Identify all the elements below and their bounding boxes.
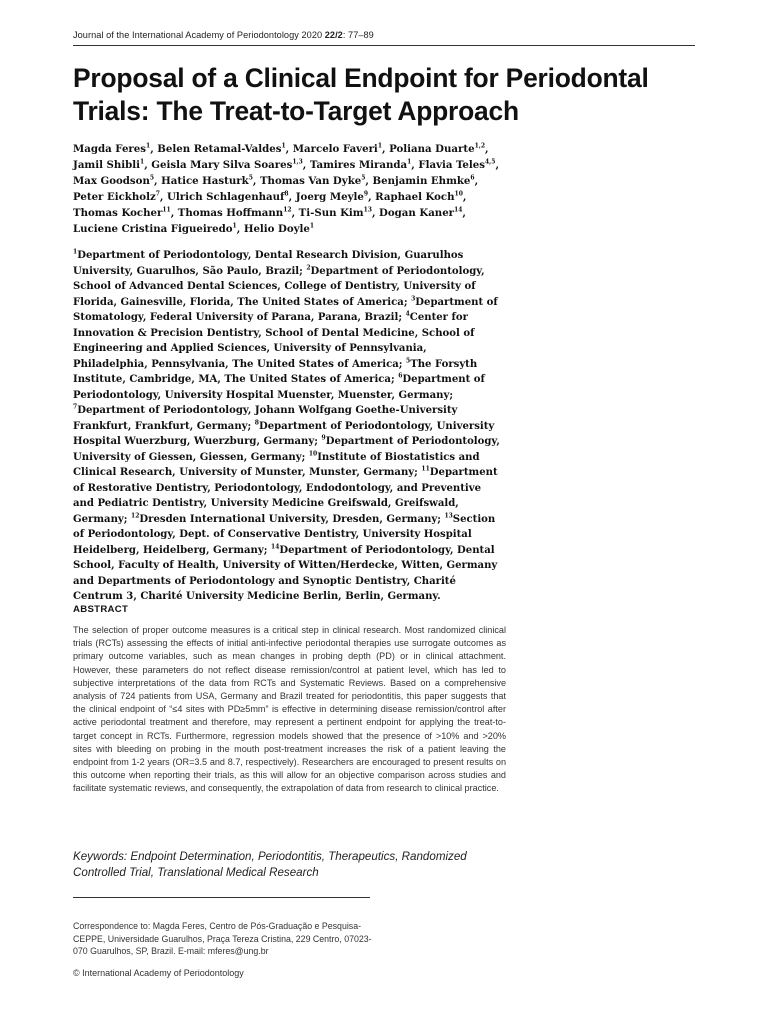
affiliation-text: Department of Restorative Dentistry, Periodontology, Endodontology, and Preventive and Pediatric Dentistry, University Medicine Greifswald, Greifswald, Germany; (73, 467, 498, 525)
author-list: Magda Feres$^1$, Belen Retamal-Valdes$^1$, Marcelo Faveri$^1$, Poliana Duarte$^{1,2}$, Jamil Shibli$^1$, Geisla Mary Silva Soares$^{1,3}$, Tamires Miranda$^1$, Flavia Teles$^{4,5}$, Max Goodson$^5$, Hatice Hasturk$^5$, Thomas Van Dyke$^5$, Benjamin Ehmke$^6$, Peter Eickholz$^7$, Ulrich Schlagenhauf$^8$, Joerg Meyle$^9$, Raphael Koch$^{10}$, Thomas Kocher$^{11}$, Thomas Hoffmann$^{12}$, Ti-Sun Kim$^{13}$, Dogan Kaner$^{14}$, Luciene Cristina Figueiredo$^1$, Helio Doyle$^1$ (73, 142, 499, 235)
author-name: Thomas Kocher (73, 207, 163, 219)
journal-name: Journal of the International Academy of Periodontology 2020 (73, 30, 325, 40)
affiliation-number: 6 (398, 372, 403, 380)
affiliation-text: Department of Periodontology, Dental School, Faculty of Health, University of Witten/Herdecke, Witten, Germany and Departments of Periodontology and Synoptic Dentistry, Charité Centrum 3, Charité University Medicine Berlin, Berlin, Germany. (73, 544, 498, 602)
author-affiliation-marker: 9 (363, 190, 369, 198)
author-name: Jamil Shibli (73, 159, 140, 171)
journal-volume: 22/2 (324, 30, 343, 40)
author-name: Marcelo Faveri (292, 143, 378, 155)
author-name: Magda Feres (73, 143, 147, 155)
affiliation-number: 8 (254, 419, 259, 427)
author-affiliation-marker: 1 (281, 142, 286, 150)
author-affiliation-marker: 1 (232, 222, 237, 230)
author-name: Max Goodson (73, 175, 150, 187)
affiliation-number: 1 (73, 248, 78, 256)
abstract-heading: ABSTRACT (73, 604, 129, 615)
affiliation-text: Department of Periodontology, University Hospital Muenster, Muenster, Germany; (73, 374, 485, 401)
author-name: Poliana Duarte (389, 143, 475, 155)
author-name: Luciene Cristina Figueiredo (73, 223, 233, 235)
author-affiliation-marker: 8 (284, 190, 289, 198)
affiliation-list (73, 248, 503, 605)
affiliation-number: 3 (411, 295, 416, 303)
affiliation-text: Department of Periodontology, Dental Research Division, Guarulhos University, Guarulhos, São Paulo, Brazil; (73, 250, 464, 277)
footnote-rule (73, 897, 370, 898)
header-rule (73, 45, 695, 46)
author-affiliation-marker: 12 (283, 206, 292, 214)
author-affiliation-marker: 13 (363, 206, 372, 214)
affiliation-number: 5 (406, 357, 411, 365)
author-affiliation-marker: 1 (309, 222, 315, 230)
author-name: Thomas Van Dyke (259, 175, 362, 187)
author-affiliation-marker: 1 (407, 158, 412, 166)
author-affiliation-marker: 1,3 (292, 158, 303, 166)
affiliation-number: 12 (131, 512, 140, 520)
author-affiliation-marker: 5 (248, 174, 253, 182)
author-name: Tamires Miranda (309, 159, 408, 171)
author-name: Raphael Koch (375, 191, 455, 203)
correspondence-note: Correspondence to: Magda Feres, Centro de Pós-Graduação e Pesquisa-CEPPE, Universidade Guarulhos, Praça Tereza Cristina, 229 Centro, 07023-070 Guarulhos, SP, Brazil. E-mail: mferes@ung.br (73, 921, 372, 956)
affiliation-number: 10 (308, 450, 318, 458)
affiliation-number: 7 (73, 403, 78, 411)
affiliation-number: 14 (271, 543, 280, 551)
affiliation-text: Institute of Biostatistics and Clinical Research, University of Munster, Munster, Germany; (73, 451, 480, 478)
article-title: Proposal of a Clinical Endpoint for Periodontal Trials: The Treat-to-Target Approach (73, 63, 649, 126)
author-affiliation-marker: 1 (377, 142, 382, 150)
affiliation-number: 13 (444, 512, 453, 520)
author-name: Dogan Kaner (379, 207, 455, 219)
author-affiliation-marker: 11 (162, 206, 171, 214)
author-name: Ulrich Schlagenhauf (167, 191, 285, 203)
affiliation-text: Department of Stomatology, Federal University of Parana, Parana, Brazil; (73, 296, 498, 323)
author-name: Thomas Hoffmann (177, 207, 284, 219)
copyright-notice: © International Academy of Periodontology (73, 968, 244, 978)
author-affiliation-marker: 1 (140, 158, 145, 166)
author-affiliation-marker: 4,5 (485, 158, 496, 166)
keywords: Keywords: Endpoint Determination, Periodontitis, Therapeutics, Randomized Controlled Trial, Translational Medical Research (73, 850, 467, 879)
author-name: Peter Eickholz (73, 191, 156, 203)
author-affiliation-marker: 7 (155, 190, 160, 198)
affiliation-text: Department of Periodontology, Johann Wolfgang Goethe-University Frankfurt, Frankfurt, Germany; (73, 405, 458, 432)
author-name: Hatice Hasturk (161, 175, 249, 187)
author-affiliation-marker: 1 (146, 142, 151, 150)
affiliation-text: Department of Periodontology, University Hospital Wuerzburg, Wuerzburg, Germany; (73, 420, 495, 447)
author-affiliation-marker: 14 (454, 206, 463, 214)
affiliation-text: The Forsyth Institute, Cambridge, MA, The United States of America; (73, 358, 478, 385)
author-name: Benjamin Ehmke (372, 175, 471, 187)
author-affiliation-marker: 5 (149, 174, 155, 182)
author-name: Flavia Teles (418, 159, 485, 171)
author-name: Joerg Meyle (295, 191, 364, 203)
affiliation-text: Department of Periodontology, University of Giessen, Giessen, Germany; (73, 436, 500, 463)
author-name: Geisla Mary Silva Soares (151, 159, 293, 171)
author-name: Helio Doyle (243, 223, 310, 235)
affiliation-text: Section of Periodontology, Dept. of Conservative Dentistry, University Hospital Heidelberg, Heidelberg, Germany; (73, 513, 496, 556)
affiliation-number: 11 (421, 465, 430, 473)
abstract-text: The selection of proper outcome measures is a critical step in clinical research. Most randomized clinical trials (RCTs) assessing the effects of initial anti-infective periodontal therapies use surrogate outcomes as primary outcome variables, such as mean changes in probing depth (PD) or in clinical attachment. However, these parameters do not reflect disease remission/control at patient level, which has led to subjective interpretations of the data from RCTs and Systematic Reviews. Based on a comprehensive analysis of 724 patients from USA, Germany and Brazil treated for periodontitis, this paper suggests that the clinical endpoint of “≤4 sites with PD≥5mm” is effective in determining disease remission/control after active periodontal treatment and therefore, may represent a pertinent endpoint for applying the treat-to-target concept in RCTs. Furthermore, regression models showed that the presence of >10% and >20% sites with bleeding on probing in the mouth post-treatment increases the risk of a patient leaving the endpoint from 1-2 years (OR=3.5 and 8.7, respectively). Researchers are encouraged to present results on this outcome when reporting their trials, as this will allow for an objective comparison across studies and facilitate systematic reviews, and consequently, the extrapolation of data from research to clinical practice. (73, 625, 506, 794)
journal-pages: : 77–89 (342, 30, 374, 40)
author-affiliation-marker: 5 (361, 174, 366, 182)
affiliation-number: 9 (321, 434, 326, 442)
journal-header (73, 30, 374, 40)
author-affiliation-marker: 6 (470, 174, 475, 182)
author-affiliation-marker: 10 (454, 190, 463, 198)
author-affiliation-marker: 1,2 (474, 142, 486, 150)
author-name: Belen Retamal-Valdes (157, 143, 282, 155)
affiliation-number: 2 (306, 264, 311, 272)
author-name: Ti-Sun Kim (298, 207, 364, 219)
affiliation-text: Department of Periodontology, School of Advanced Dental Sciences, College of Dentistry, University of Florida, Gainesville, Florida, The United States of America; (73, 265, 485, 308)
affiliation-text: Center for Innovation & Precision Dentistry, School of Dental Medicine, School of Engineering and Applied Sciences, University of Pennsylvania, Philadelphia, Pennsylvania, The United States of America; (73, 312, 475, 370)
affiliation-text: Dresden International University, Dresden, Germany; (139, 513, 445, 525)
affiliation-number: 4 (405, 310, 410, 318)
